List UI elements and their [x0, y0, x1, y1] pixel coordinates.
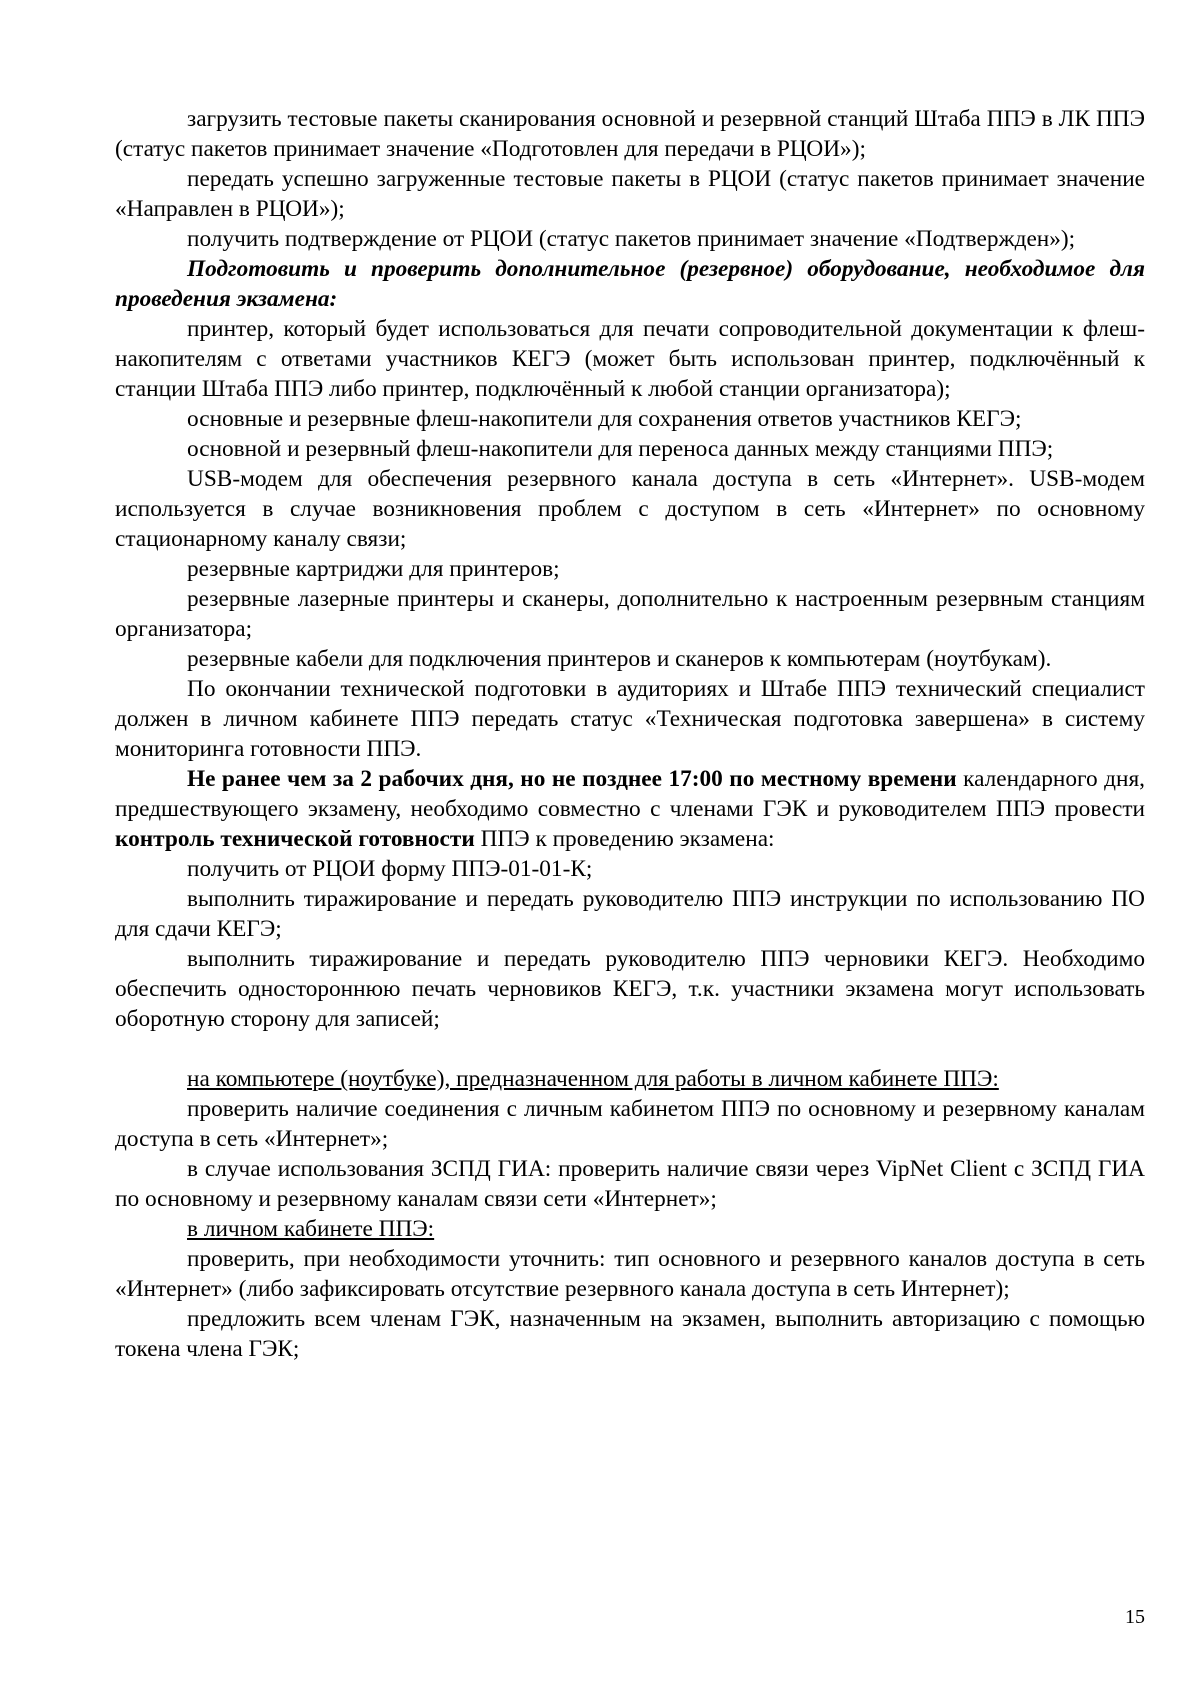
cabinet-section-heading-text: в личном кабинете ППЭ:: [187, 1216, 435, 1242]
section-heading-equipment: Подготовить и проверить дополнительное (резервное) оборудование, необходимое для проведения экзамена:: [115, 256, 1145, 312]
paragraph: передать успешно загруженные тестовые пакеты в РЦОИ (статус пакетов принимает значение «Направлен в РЦОИ»);: [115, 166, 1145, 222]
paragraph: получить подтверждение от РЦОИ (статус пакетов принимает значение «Подтвержден»);: [187, 226, 1076, 252]
paragraph: резервные картриджи для принтеров;: [187, 556, 560, 582]
blank-line: [115, 1034, 1145, 1064]
paragraph: По окончании технической подготовки в аудиториях и Штабе ППЭ технический специалист должен в личном кабинете ППЭ передать статус «Техническая подготовка завершена» в систему мониторинга готовности ППЭ.: [115, 676, 1145, 762]
document-page: [115, 104, 1145, 1364]
list-item: выполнить тиражирование и передать руководителю ППЭ черновики КЕГЭ. Необходимо обеспечить одностороннюю печать черновиков КЕГЭ, т.к. участники экзамена могут использовать оборотную сторону для записей;: [115, 946, 1145, 1032]
control-deadline: Не ранее чем за 2 рабочих дня, но не позднее 17:00 по местному времени: [187, 766, 957, 792]
list-item: проверить, при необходимости уточнить: тип основного и резервного каналов доступа в сеть «Интернет» (либо зафиксировать отсутствие резервного канала доступа в сеть Интернет);: [115, 1246, 1145, 1302]
paragraph: основной и резервный флеш-накопители для переноса данных между станциями ППЭ;: [187, 436, 1054, 462]
computer-section-heading: [115, 1064, 1145, 1094]
paragraph: основные и резервные флеш-накопители для сохранения ответов участников КЕГЭ;: [187, 406, 1022, 432]
cabinet-section-heading: [115, 1214, 1145, 1244]
list-item: проверить наличие соединения с личным кабинетом ППЭ по основному и резервному каналам доступа в сеть «Интернет»;: [115, 1096, 1145, 1152]
control-text: ППЭ к проведению экзамена:: [474, 826, 775, 852]
computer-section-heading-text: на компьютере (ноутбуке), предназначенном для работы в личном кабинете ППЭ:: [187, 1066, 999, 1092]
paragraph: резервные лазерные принтеры и сканеры, дополнительно к настроенным резервным станциям организатора;: [115, 586, 1145, 642]
paragraph: USB-модем для обеспечения резервного канала доступа в сеть «Интернет». USB-модем используется в случае возникновения проблем с доступом в сеть «Интернет» по основному стационарному каналу связи;: [115, 466, 1145, 552]
list-item: выполнить тиражирование и передать руководителю ППЭ инструкции по использованию ПО для сдачи КЕГЭ;: [115, 886, 1145, 942]
paragraph: загрузить тестовые пакеты сканирования основной и резервной станций Штаба ППЭ в ЛК ППЭ (статус пакетов принимает значение «Подготовлен для передачи в РЦОИ»);: [115, 106, 1145, 162]
list-item: в случае использования ЗСПД ГИА: проверить наличие связи через VipNet Client с ЗСПД ГИА по основному и резервному каналам связи сети «Интернет»;: [115, 1156, 1145, 1212]
control-emphasis: контроль технической готовности: [115, 826, 475, 852]
page-number: 15: [1125, 1606, 1145, 1628]
list-item: получить от РЦОИ форму ППЭ-01-01-К;: [187, 856, 593, 882]
paragraph: резервные кабели для подключения принтеров и сканеров к компьютерам (ноутбукам).: [187, 646, 1052, 672]
control-paragraph: [115, 764, 1145, 854]
list-item: предложить всем членам ГЭК, назначенным на экзамен, выполнить авторизацию с помощью токена члена ГЭК;: [115, 1306, 1145, 1362]
control-text: календарного дня, предшествующего экзамену, необходимо совместно с членами ГЭК и руководителем ППЭ провести: [115, 766, 1145, 822]
paragraph: принтер, который будет использоваться для печати сопроводительной документации к флеш-накопителям с ответами участников КЕГЭ (может быть использован принтер, подключённый к станции Штаба ППЭ либо принтер, подключённый к любой станции организатора);: [115, 316, 1145, 402]
